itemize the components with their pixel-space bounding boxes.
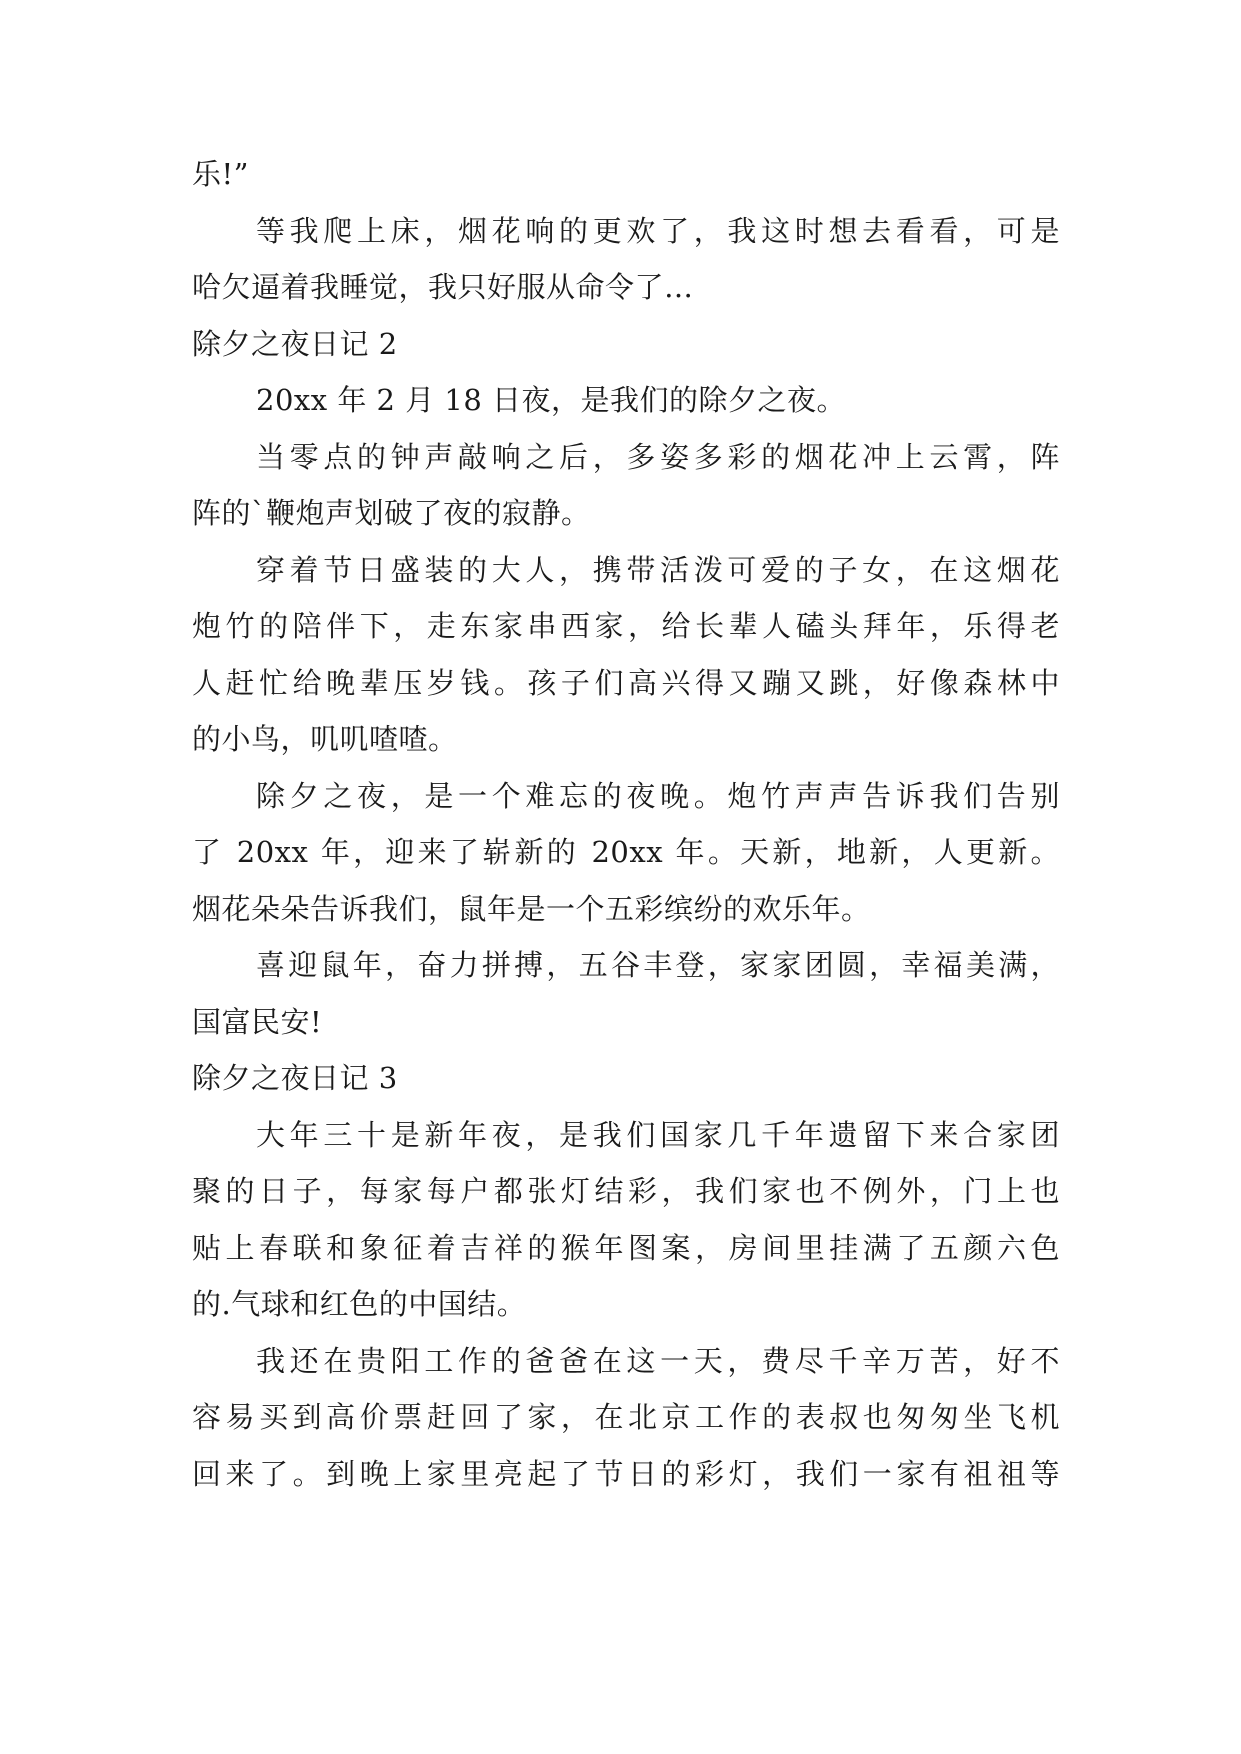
text-line: 大年三十是新年夜，是我们国家几千年遗留下来合家团 bbox=[256, 1118, 1060, 1152]
text-line: 容易买到高价票赶回了家，在北京工作的表叔也匆匆坐飞机 bbox=[192, 1401, 1060, 1434]
text-line: 除夕之夜，是一个难忘的夜晚。炮竹声声告诉我们告别 bbox=[256, 779, 1060, 813]
text-line: 聚的日子，每家每户都张灯结彩，我们家也不例外，门上也 bbox=[192, 1175, 1060, 1208]
text-line: 国富民安! bbox=[192, 1004, 323, 1039]
section-heading: 除夕之夜日记 3 bbox=[192, 1061, 398, 1095]
document-body bbox=[192, 158, 1060, 1514]
text-line: 回来了。到晚上家里亮起了节日的彩灯，我们一家有祖祖等 bbox=[192, 1457, 1060, 1491]
text-line: 哈欠逼着我睡觉，我只好服从命令了… bbox=[192, 270, 694, 304]
text-line: 了 20xx 年，迎来了崭新的 20xx 年。天新，地新，人更新。 bbox=[192, 836, 1060, 869]
section-heading: 除夕之夜日记 2 bbox=[192, 326, 398, 361]
text-line: 20xx 年 2 月 18 日夜，是我们的除夕之夜。 bbox=[256, 383, 847, 417]
text-line: 的小鸟，叽叽喳喳。 bbox=[192, 722, 458, 756]
text-line: 等我爬上床，烟花响的更欢了，我这时想去看看，可是 bbox=[256, 214, 1060, 248]
text-line: 的.气球和红色的中国结。 bbox=[192, 1287, 527, 1321]
text-line: 烟花朵朵告诉我们，鼠年是一个五彩缤纷的欢乐年。 bbox=[192, 891, 871, 926]
text-line: 喜迎鼠年，奋力拼搏，五谷丰登，家家团圆，幸福美满， bbox=[256, 949, 1060, 982]
text-line: 人赶忙给晚辈压岁钱。孩子们高兴得又蹦又跳，好像森林中 bbox=[192, 666, 1060, 700]
text-line: 我还在贵阳工作的爸爸在这一天，费尽千辛万苦，好不 bbox=[256, 1344, 1060, 1378]
text-line: 炮竹的陪伴下，走东家串西家，给长辈人磕头拜年，乐得老 bbox=[192, 610, 1060, 643]
text-line: 阵的`鞭炮声划破了夜的寂静。 bbox=[192, 496, 591, 530]
text-line: 当零点的钟声敲响之后，多姿多彩的烟花冲上云霄，阵 bbox=[256, 440, 1060, 474]
text-line: 穿着节日盛装的大人，携带活泼可爱的子女，在这烟花 bbox=[256, 553, 1060, 587]
text-line: 乐!” bbox=[192, 157, 249, 191]
text-line: 贴上春联和象征着吉祥的猴年图案，房间里挂满了五颜六色 bbox=[192, 1231, 1060, 1265]
